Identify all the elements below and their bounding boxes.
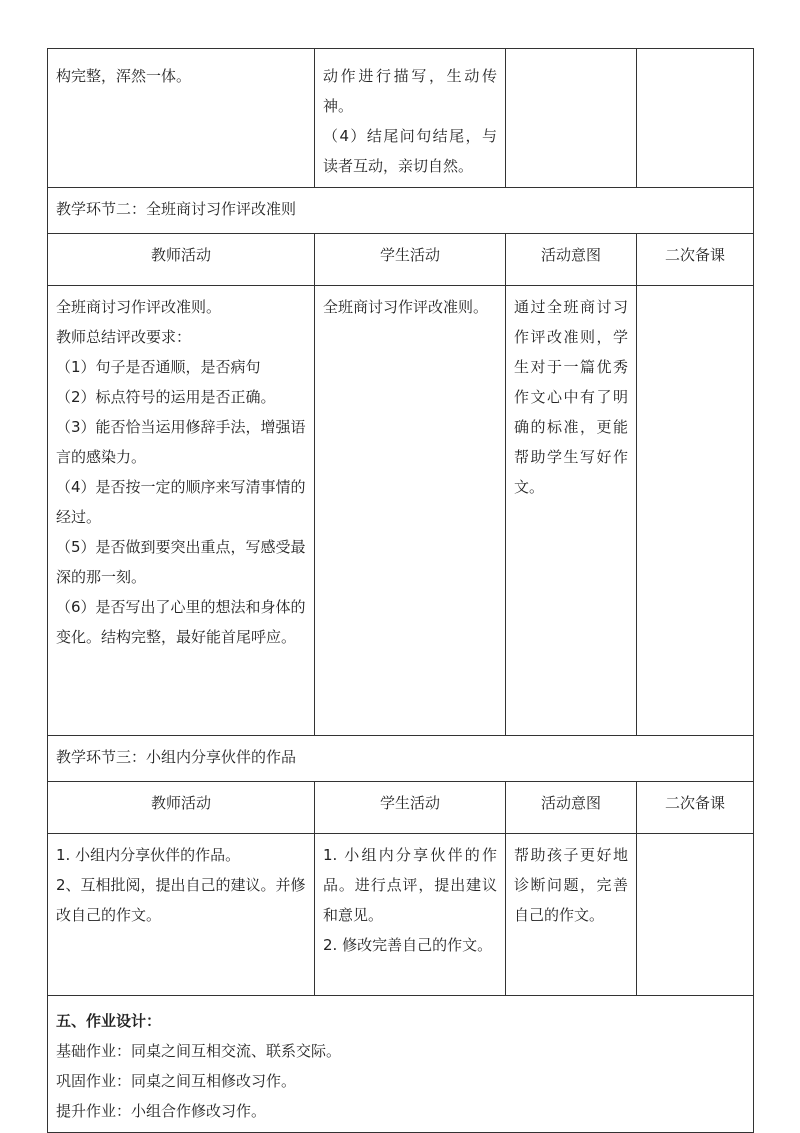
section3-title: 教学环节三：小组内分享伙伴的作品: [48, 736, 754, 782]
teacher-activity-line: 2、互相批阅，提出自己的建议。并修改自己的作文。: [56, 876, 306, 924]
homework-row: [48, 996, 754, 1133]
second-prep-cell: [637, 49, 754, 188]
header-intent: 活动意图: [506, 234, 637, 286]
section-title-row: [48, 736, 754, 782]
teacher-activity-cell: [48, 49, 315, 188]
homework-line: 基础作业：同桌之间互相交流、联系交际。: [56, 1042, 342, 1060]
second-prep-cell: [637, 286, 754, 736]
intent-cell: [506, 834, 637, 996]
homework-line: 提升作业：小组合作修改习作。: [56, 1102, 267, 1120]
intent-cell: [506, 286, 637, 736]
header-second: 二次备课: [637, 234, 754, 286]
teacher-activity-cell: [48, 834, 315, 996]
header-teacher: 教师活动: [48, 234, 315, 286]
section2-content-row: [48, 286, 754, 736]
teacher-activity-line: 教师总结评改要求：: [56, 328, 192, 346]
student-activity-cell: [315, 834, 506, 996]
student-activity-line: 1. 小组内分享伙伴的作品。进行点评，提出建议和意见。: [323, 846, 497, 924]
teacher-activity-line: （3）能否恰当运用修辞手法，增强语言的感染力。: [56, 418, 306, 466]
student-activity-line: （4）结尾问句结尾，与读者互动，亲切自然。: [323, 127, 497, 175]
header-second: 二次备课: [637, 782, 754, 834]
homework-cell: [48, 996, 754, 1133]
header-row: [48, 782, 754, 834]
teacher-activity-line: （2）标点符号的运用是否正确。: [56, 388, 276, 406]
teacher-activity-line: （6）是否写出了心里的想法和身体的变化。结构完整，最好能首尾呼应。: [56, 598, 306, 646]
homework-line: 巩固作业：同桌之间互相修改习作。: [56, 1072, 297, 1090]
header-student: 学生活动: [315, 782, 506, 834]
teacher-activity-line: （5）是否做到要突出重点，写感受最深的那一刻。: [56, 538, 306, 586]
header-row: [48, 234, 754, 286]
section-title-row: [48, 188, 754, 234]
intent-cell: [506, 49, 637, 188]
header-student: 学生活动: [315, 234, 506, 286]
section2-title: 教学环节二：全班商讨习作评改准则: [48, 188, 754, 234]
teacher-activity-line: 全班商讨习作评改准则。: [56, 298, 222, 316]
intent-line: 通过全班商讨习作评改准则，学生对于一篇优秀作文心中有了明确的标准，更能帮助学生写好作文。: [514, 298, 628, 496]
continuation-row: [48, 49, 754, 188]
header-teacher: 教师活动: [48, 782, 315, 834]
student-activity-line: 动作进行描写，生动传神。: [323, 67, 497, 115]
student-activity-cell: [315, 286, 506, 736]
student-activity-line: 全班商讨习作评改准则。: [323, 298, 489, 316]
intent-line: 帮助孩子更好地诊断问题，完善自己的作文。: [514, 846, 628, 924]
student-activity-line: 2. 修改完善自己的作文。: [323, 936, 493, 954]
second-prep-cell: [637, 834, 754, 996]
lesson-plan-table: [47, 48, 754, 1133]
student-activity-cell: [315, 49, 506, 188]
teacher-activity-line: 构完整，浑然一体。: [56, 67, 192, 85]
teacher-activity-line: 1. 小组内分享伙伴的作品。: [56, 846, 241, 864]
teacher-activity-cell: [48, 286, 315, 736]
teacher-activity-line: （1）句子是否通顺，是否病句: [56, 358, 261, 376]
teacher-activity-line: （4）是否按一定的顺序来写清事情的经过。: [56, 478, 306, 526]
header-intent: 活动意图: [506, 782, 637, 834]
section3-content-row: [48, 834, 754, 996]
homework-heading: 五、作业设计：: [56, 1012, 162, 1030]
